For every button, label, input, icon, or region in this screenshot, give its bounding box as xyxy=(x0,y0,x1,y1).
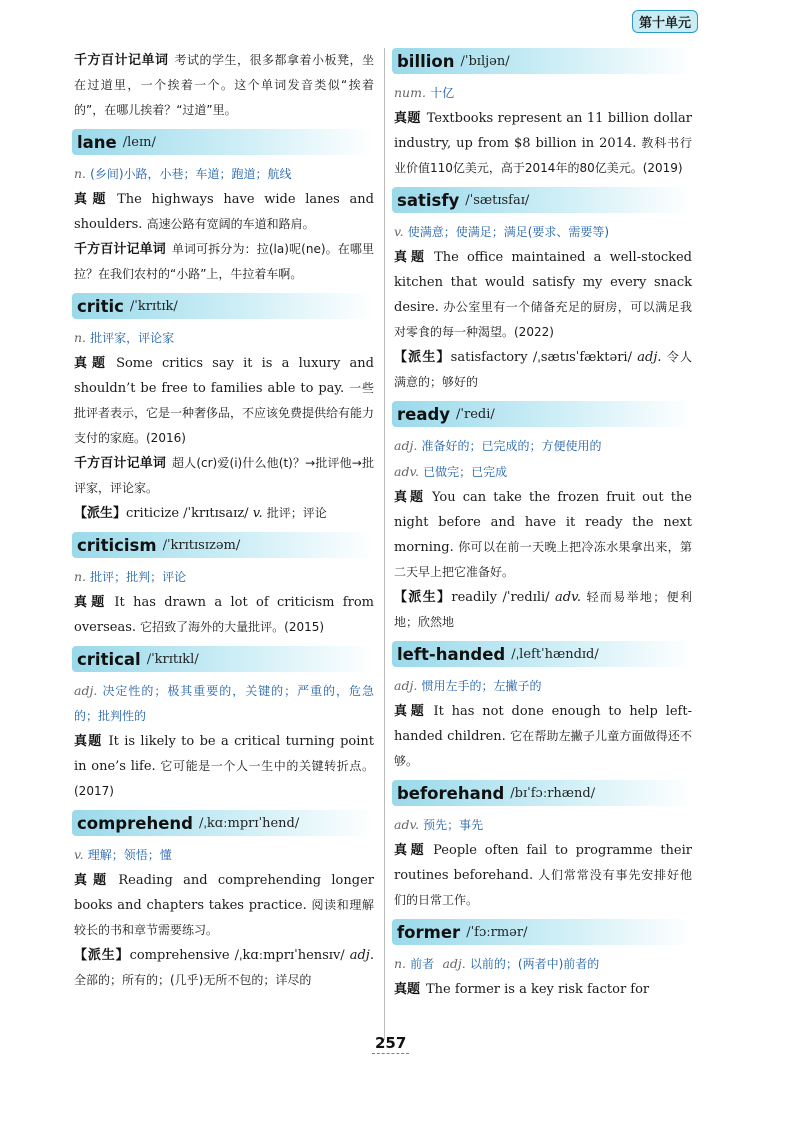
entry-head-criticism xyxy=(72,532,374,558)
intro-memory: 千方百计记单词 考试的学生，很多都拿着小板凳，坐在过道里，一个挨着一个。这个单词发音类似“挨着的”，在哪儿挨着？“过道”里。 xyxy=(74,53,374,117)
phonetic: /bɪˈfɔːrhænd/ xyxy=(510,785,596,801)
phonetic: /ˈfɔːrmər/ xyxy=(466,924,528,940)
derived-word: 【派生】readily /ˈredɪli/ adv. 轻而易举地；便利地；欣然地 xyxy=(394,590,692,629)
unit-badge: 第十单元 xyxy=(632,10,698,33)
headword: billion xyxy=(397,51,455,71)
phonetic: /ˈkrɪtɪkl/ xyxy=(146,651,199,667)
example: 真题 People often fail to programme their routines beforehand. 人们常常没有事先安排好他们的日常工作。 xyxy=(394,843,692,907)
entry-head-former xyxy=(392,919,692,945)
right-column xyxy=(394,48,692,1002)
entry-head-critic xyxy=(72,293,374,319)
headword: criticism xyxy=(77,535,157,555)
example: 真题 The former is a key risk factor for xyxy=(394,982,650,997)
headword: comprehend xyxy=(77,813,193,833)
example: 真题 It has drawn a lot of criticism from overseas. 它招致了海外的大量批评。(2015) xyxy=(74,595,374,635)
definition: n. 批评家，评论家 xyxy=(74,330,175,345)
headword: critical xyxy=(77,649,141,669)
example: 真题 It is likely to be a critical turning point in one’s life. 它可能是一个人一生中的关键转折点。(2017) xyxy=(74,734,374,798)
example: 真题 The office maintained a well-stocked kitchen that would satisfy my every snack desire. 办公室里有一个储备充足的厨房，可以满足我对零食的每一种渴望。(2022) xyxy=(394,250,692,339)
example: 真题 You can take the frozen fruit out the night before and have it ready the next morning. 你可以在前一天晚上把冷冻水果拿出来，第二天早上把它准备好。 xyxy=(394,490,692,579)
derived-word: 【派生】satisfactory /ˌsætɪsˈfæktəri/ adj. 令人满意的；够好的 xyxy=(394,350,692,389)
entry-head-ready xyxy=(392,401,692,427)
example: 真题 The highways have wide lanes and shoulders. 高速公路有宽阔的车道和路肩。 xyxy=(74,192,374,232)
definition: v. 使满意；使满足；满足(要求、需要等) xyxy=(394,224,610,239)
entry-head-lane xyxy=(72,129,374,155)
derived-word: 【派生】criticize /ˈkrɪtɪsaɪz/ v. 批评；评论 xyxy=(74,506,327,521)
derived-word: 【派生】comprehensive /ˌkɑːmprɪˈhensɪv/ adj. 全部的；所有的；(几乎)无所不包的；详尽的 xyxy=(74,948,374,987)
definition: adj. 准备好的；已完成的；方便使用的 xyxy=(394,438,602,453)
memory-tip: 千方百计记单词 超人(cr)爱(i)什么他(t)？→批评他→批评家，评论家。 xyxy=(74,456,374,495)
page-number: 257 xyxy=(372,1034,409,1054)
example: 真题 It has not done enough to help left-handed children. 它在帮助左撇子儿童方面做得还不够。 xyxy=(394,704,692,768)
example: 真题 Textbooks represent an 11 billion dollar industry, up from $8 billion in 2014. 教科书行业价值110亿美元，高于2014年的80亿美元。(2019) xyxy=(394,111,692,175)
entry-head-critical xyxy=(72,646,374,672)
memory-tip: 千方百计记单词 单词可拆分为：拉(la)呢(ne)。在哪里拉？在我们农村的“小路”上，牛拉着车啊。 xyxy=(74,242,374,281)
definition: adj. 惯用左手的；左撇子的 xyxy=(394,678,542,693)
headword: lane xyxy=(77,132,117,152)
definition: adv. 已做完；已完成 xyxy=(394,464,508,479)
definition: n. 批评；批判；评论 xyxy=(74,569,187,584)
phonetic: /leɪn/ xyxy=(122,134,156,150)
column-divider xyxy=(384,48,385,1040)
headword: left-handed xyxy=(397,644,506,664)
phonetic: /ˈsætɪsfaɪ/ xyxy=(465,192,530,208)
entry-head-satisfy xyxy=(392,187,692,213)
phonetic: /ˈredi/ xyxy=(456,406,495,422)
definition: num. 十亿 xyxy=(394,85,455,100)
phonetic: /ˌkɑːmprɪˈhend/ xyxy=(198,815,300,831)
headword: ready xyxy=(397,404,451,424)
entry-head-comprehend xyxy=(72,810,374,836)
phonetic: /ˈkrɪtɪsɪzəm/ xyxy=(162,537,241,553)
left-column xyxy=(74,48,374,993)
phonetic: /ˈbɪljən/ xyxy=(460,53,510,69)
phonetic: /ˌleftˈhændɪd/ xyxy=(511,646,599,662)
memory-label: 千方百计记单词 xyxy=(74,53,169,68)
example: 真题 Some critics say it is a luxury and shouldn’t be free to families able to pay. 一些批评者表示，它是一种奢侈品，不应该免费提供给有能力支付的家庭。(2016) xyxy=(74,356,375,445)
headword: former xyxy=(397,922,461,942)
example: 真题 Reading and comprehending longer books and chapters takes practice. 阅读和理解较长的书和章节需要练习。 xyxy=(74,873,374,937)
definition: n. 前者 adj. 以前的；(两者中)前者的 xyxy=(394,956,600,971)
definition: adv. 预先；事先 xyxy=(394,817,484,832)
headword: satisfy xyxy=(397,190,460,210)
entry-head-billion xyxy=(392,48,692,74)
headword: beforehand xyxy=(397,783,505,803)
entry-head-beforehand xyxy=(392,780,692,806)
headword: critic xyxy=(77,296,124,316)
phonetic: /ˈkrɪtɪk/ xyxy=(129,298,178,314)
definition: v. 理解；领悟；懂 xyxy=(74,847,172,862)
definition: adj. 决定性的；极其重要的，关键的；严重的，危急的；批判性的 xyxy=(74,683,374,723)
definition: n. (乡间)小路，小巷；车道；跑道；航线 xyxy=(74,166,292,181)
entry-head-left-handed xyxy=(392,641,692,667)
